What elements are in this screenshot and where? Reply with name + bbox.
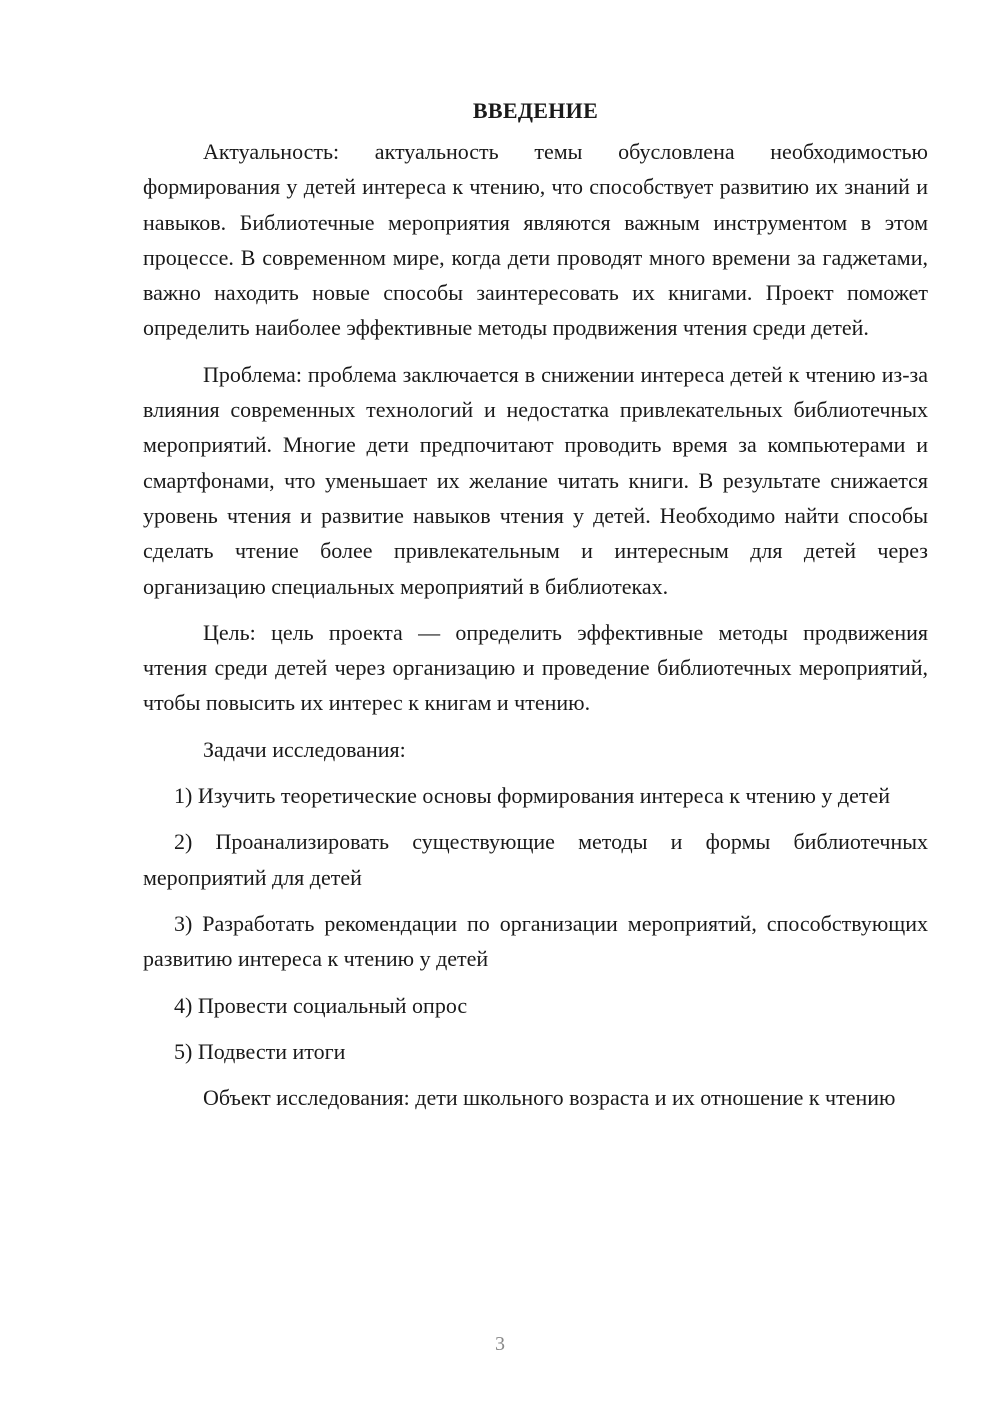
document-page — [143, 96, 928, 1115]
task-item: 2) Проанализировать существующие методы и формы библиотечных мероприятий для детей — [143, 829, 928, 890]
task-item: 4) Провести социальный опрос — [174, 992, 468, 1018]
task-item: 1) Изучить теоретические основы формирования интереса к чтению у детей — [174, 783, 890, 809]
task-item: 3) Разработать рекомендации по организации мероприятий, способствующих развитию интереса к чтению у детей — [143, 910, 928, 972]
object-paragraph: Объект исследования: дети школьного возраста и их отношение к чтению — [203, 1085, 896, 1111]
goal-paragraph: Цель: цель проекта — определить эффективные методы продвижения чтения среди детей через организацию и проведение библиотечных мероприятий, чтобы повысить их интерес к книгам и чтению. — [143, 619, 928, 716]
problem-paragraph: Проблема: проблема заключается в снижении интереса детей к чтению из-за влияния современных технологий и недостатка привлекательных библиотечных мероприятий. Многие дети предпочитают проводить время за компьютерами и смартфонами, что уменьшает их желание читать книги. В результате снижается уровень чтения и развитие навыков чтения у детей. Необходимо найти способы сделать чтение более привлекательным и интересным для детей через организацию специальных мероприятий в библиотеках. — [143, 361, 928, 599]
relevance-paragraph: Актуальность: актуальность темы обусловлена необходимостью формирования у детей интереса к чтению, что способствует развитию их знаний и навыков. Библиотечные мероприятия являются важным инструментом в этом процессе. В современном мире, когда дети проводят много времени за гаджетами, важно находить новые способы заинтересовать их книгами. Проект поможет определить наиболее эффективные методы продвижения чтения среди детей. — [143, 139, 928, 341]
page-number: 3 — [495, 1333, 505, 1355]
page-title: ВВЕДЕНИЕ — [472, 98, 599, 123]
tasks-title: Задачи исследования: — [203, 736, 406, 762]
task-item: 5) Подвести итоги — [174, 1038, 346, 1064]
